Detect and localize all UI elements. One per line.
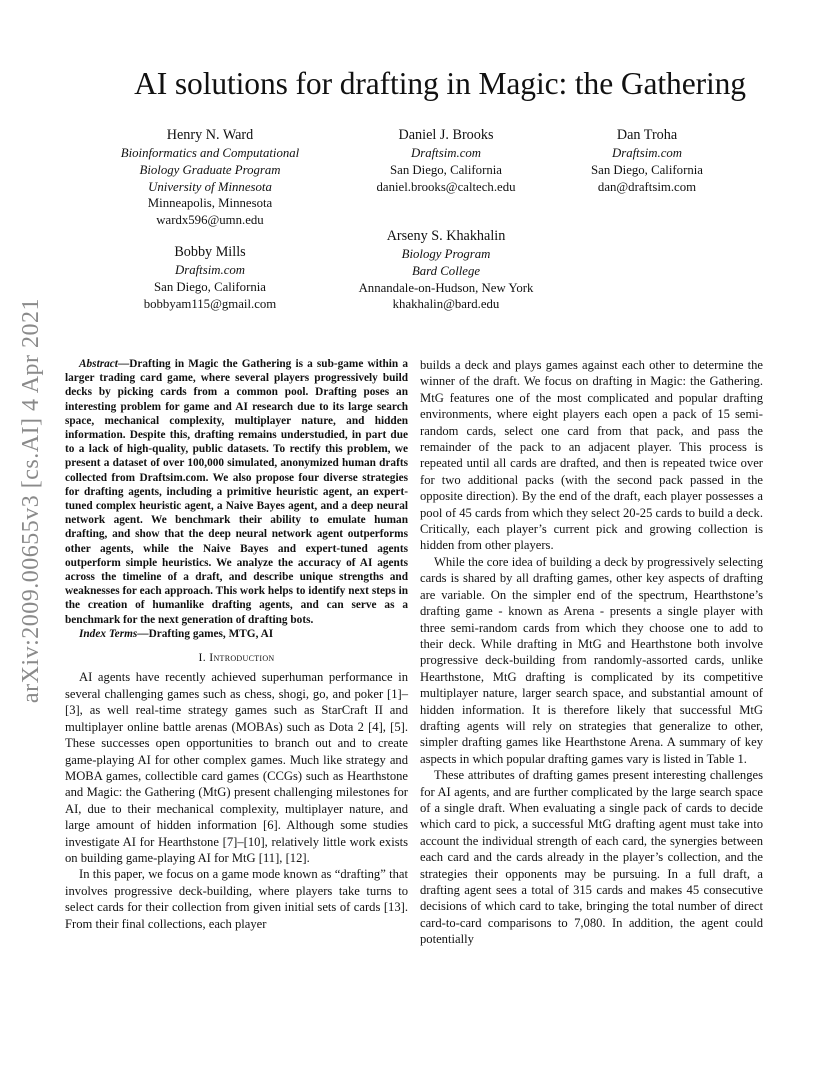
author-name: Bobby Mills [174,244,246,260]
paper-title: AI solutions for drafting in Magic: the Gathering [134,66,746,101]
author-affiliation: University of Minnesota [148,179,272,194]
left-column [65,357,408,932]
author-location: San Diego, California [591,162,703,177]
author-block-4 [120,243,300,312]
author-email: khakhalin@bard.edu [392,297,500,312]
index-terms-text: —Drafting games, MTG, AI [137,627,274,640]
author-email: daniel.brooks@caltech.edu [376,179,516,194]
author-location: San Diego, California [390,162,502,177]
author-affiliation: Draftsim.com [611,146,683,160]
body-paragraph: These attributes of drafting games present interesting challenges for AI agents, and are further complicated by the large search space of a single draft. When evaluating a single pack of cards to decide which card to pick, a successful MtG drafting agent must take into account the individual strength of each card, the synergies between each card and the cards already in the player’s collection, and the strategies their opponents may be pursuing. In a full draft, a drafting agent sees a total of 315 cards and makes 45 consecutive decisions of which card to take, bringing the total number of direct card-to-card comparisons to 7,080. In addition, the agent could potentially [420,768,763,947]
body-paragraph: While the core idea of building a deck by progressively selecting cards is shared by all drafting games, other key aspects of drafting are variable. On the simpler end of the spectrum, Hearthstone’s drafting game - known as Arena - presents a single player with three semi-random cards from which they choose one to add to their deck. While drafting in MtG and Hearthstone both involve progressive deck-building from randomly-assorted cards, unlike Hearthstone, MtG drafting is complicated by its competitive multiplayer nature, larger search space, and substantial amount of hidden information. It is therefore likely that successful MtG drafting agents will rely on strategies that generalize to other, simpler drafting games like Hearthstone Arena. A summary of key aspects in which popular drafting games vary is listed in Table 1. [420,554,763,766]
author-name: Henry N. Ward [166,127,254,143]
author-affiliation: Biology Program [401,247,491,261]
right-column [420,357,763,948]
body-paragraph: AI agents have recently achieved superhuman performance in several challenging games such as chess, shogi, go, and poker [1]–[3], as well real-time strategy games such as StarCraft II and multiplayer online battle arenas (MOBAs) such as Dota 2 [4], [5]. These successes open opportunities to branch out and to create game-playing AI for other complex games. Much like strategy and MOBA games, collectible card games (CCGs) such as Hearthstone and Magic: the Gathering (MtG) present challenging milestones for AI, due to their mechanical complexity, multiplayer nature, and large amount of hidden information [6]. Although some studies investigate AI for Hearthstone [7]–[10], relatively little work exists on building game-playing AI for MtG [11], [12]. [65,670,408,865]
author-name: Arseny S. Khakhalin [386,228,506,244]
abstract-label: Abstract [79,358,118,370]
arxiv-sidebar-stamp [14,297,50,703]
arxiv-identifier: arXiv:2009.00655v3 [cs.AI] 4 Apr 2021 [18,297,45,703]
author-location: San Diego, California [154,279,266,294]
author-block-1 [100,126,320,229]
author-location: Annandale-on-Hudson, New York [358,280,534,295]
author-email: wardx596@umn.edu [156,213,264,228]
body-paragraph: In this paper, we focus on a game mode known as “drafting” that involves progressive deck-building, where players take turns to select cards for their collection from given initial sets of cards [13]. From their final collections, each player [65,867,408,931]
author-affiliation: Biology Graduate Program [139,162,281,177]
author-affiliation: Bioinformatics and Computational [120,146,300,160]
author-block-3 [562,126,732,195]
index-terms-label: Index Terms [79,627,138,640]
author-affiliation: Draftsim.com [410,146,482,160]
author-block-5 [336,227,556,313]
author-affiliation: Bard College [411,263,481,278]
author-location: Minneapolis, Minnesota [147,196,273,211]
author-affiliation: Draftsim.com [174,263,246,277]
author-name: Dan Troha [616,127,678,143]
abstract [65,357,408,627]
section-heading-introduction: I. Introduction [198,650,275,665]
author-block-2 [346,126,546,195]
author-email: bobbyam115@gmail.com [143,296,277,311]
index-terms [65,627,408,641]
author-email: dan@draftsim.com [597,179,697,194]
abstract-text: —Drafting in Magic the Gathering is a sub-game within a larger trading card game, where several players progressively build decks by picking cards from a common pool. Drafting poses an interesting problem for game and AI research due to its large search space, mechanical complexity, multiplayer nature, and hidden information. Despite this, drafting remains understudied, in part due to a lack of high-quality, public datasets. To rectify this problem, we present a dataset of over 100,000 simulated, anonymized human drafts collected from Draftsim.com. We also propose four diverse strategies for drafting agents, including a primitive heuristic agent, an expert-tuned complex heuristic agent, a Naive Bayes agent, and a deep neural network agent. We benchmark their ability to emulate human drafting, and show that the deep neural network agent outperforms other agents, while the Naive Bayes and expert-tuned agents outperform simple heuristics. We analyze the accuracy of AI agents across the timeline of a draft, and describe unique strengths and weaknesses for each approach. This work helps to identify next steps in the creation of humanlike drafting agents, and can serve as a benchmark for the next generation of drafting bots. [65,358,408,626]
author-name: Daniel J. Brooks [398,127,494,143]
body-paragraph: builds a deck and plays games against each other to determine the winner of the draft. We focus on drafting in Magic: the Gathering. MtG features one of the most complicated and popular drafting environments, where eight players each open a pack of 15 semi-random cards, select one card from that pack, and pass the remainder of the pack to an adjacent player. This process is repeated until all cards are drafted, and then is repeated twice over for two additional packs (with the second pack passed in the opposite direction). By the end of the draft, each player possesses a pool of 45 cards from which they select 20-25 cards to build a deck. Critically, each player’s current pick and growing collection is hidden from other players. [420,358,763,553]
